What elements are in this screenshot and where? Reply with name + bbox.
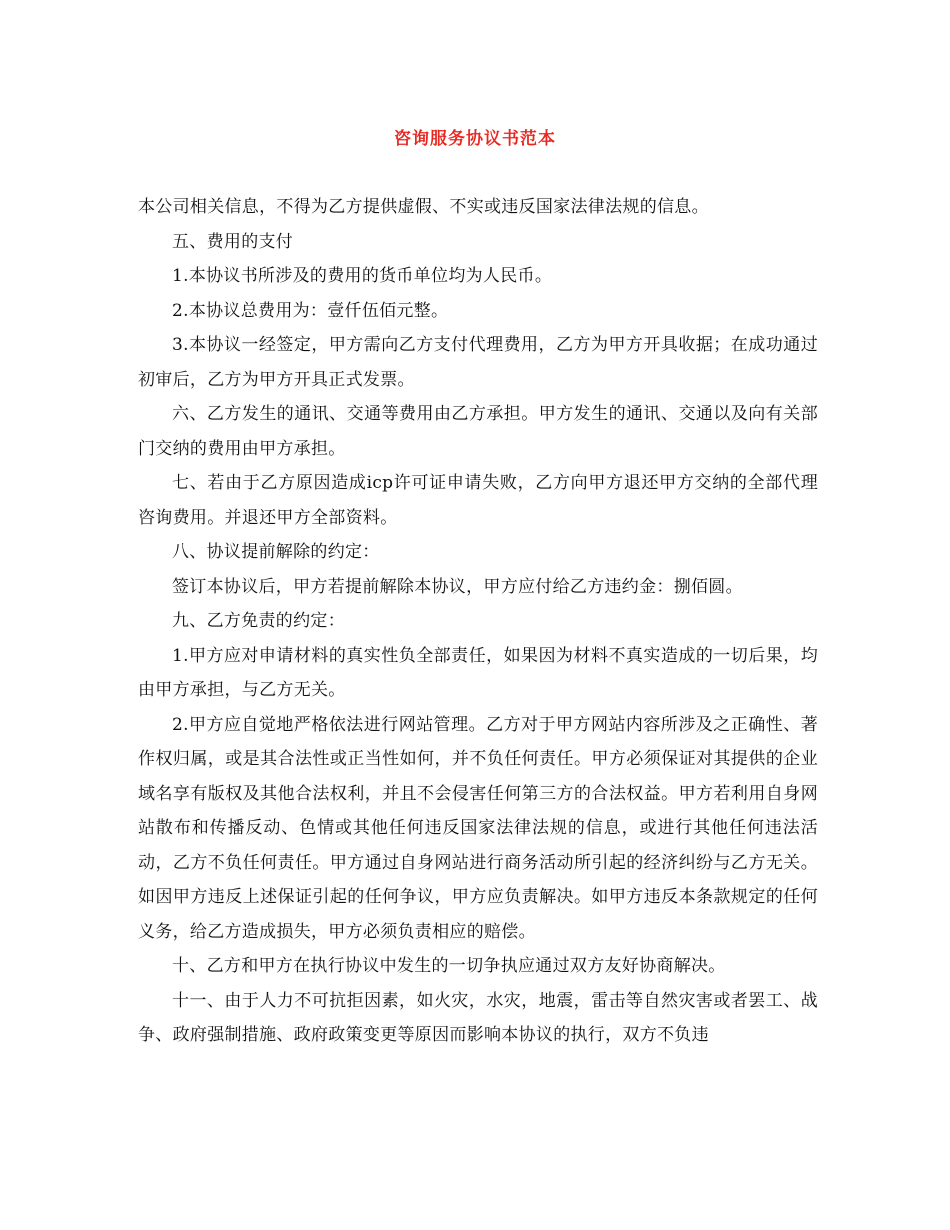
document-paragraph: 六、乙方发生的通讯、交通等费用由乙方承担。甲方发生的通讯、交通以及向有关部门交纳的费用由甲方承担。 — [138, 404, 818, 459]
document-paragraph: 本公司相关信息，不得为乙方提供虚假、不实或违反国家法律法规的信息。 — [138, 197, 709, 217]
document-body — [138, 190, 818, 1053]
document-paragraph: 十一、由于人力不可抗拒因素，如火灾，水灾，地震，雷击等自然灾害或者罢工、战争、政府强制措施、政府政策变更等原因而影响本协议的执行，双方不负违 — [138, 990, 818, 1045]
document-paragraph: 1.本协议书所涉及的费用的货币单位均为人民币。 — [172, 266, 553, 286]
document-paragraph: 八、协议提前解除的约定： — [172, 542, 380, 562]
document-paragraph: 五、费用的支付 — [172, 231, 294, 252]
document-paragraph: 2.甲方应自觉地严格依法进行网站管理。乙方对于甲方网站内容所涉及之正确性、著作权归属，或是其合法性或正当性如何，并不负任何责任。甲方必须保证对其提供的企业域名享有版权及其他合法权利，并且不会侵害任何第三方的合法权益。甲方若利用自身网站散布和传播反动、色情或其他任何违反国家法律法规的信息，或进行其他任何违法活动，乙方不负任何责任。甲方通过自身网站进行商务活动所引起的经济纠纷与乙方无关。如因甲方违反上述保证引起的任何争议，甲方应负责解决。如甲方违反本条款规定的任何义务，给乙方造成损失，甲方必须负责相应的赔偿。 — [138, 714, 818, 942]
document-title: 咨询服务协议书范本 — [394, 129, 556, 149]
document-paragraph: 九、乙方免责的约定： — [172, 611, 345, 631]
document-paragraph: 十、乙方和甲方在执行协议中发生的一切争执应通过双方友好协商解决。 — [172, 956, 726, 976]
document-paragraph: 3.本协议一经签定，甲方需向乙方支付代理费用，乙方为甲方开具收据；在成功通过初审后，乙方为甲方开具正式发票。 — [138, 335, 818, 390]
document-paragraph: 七、若由于乙方原因造成icp许可证申请失败，乙方向甲方退还甲方交纳的全部代理咨询费用。并退还甲方全部资料。 — [138, 473, 818, 528]
document-paragraph: 签订本协议后，甲方若提前解除本协议，甲方应付给乙方违约金：捌佰圆。 — [172, 576, 743, 597]
document-paragraph: 1.甲方应对申请材料的真实性负全部责任，如果因为材料不真实造成的一切后果，均由甲方承担，与乙方无关。 — [138, 645, 818, 700]
document-paragraph: 2.本协议总费用为：壹仟伍佰元整。 — [172, 300, 449, 321]
